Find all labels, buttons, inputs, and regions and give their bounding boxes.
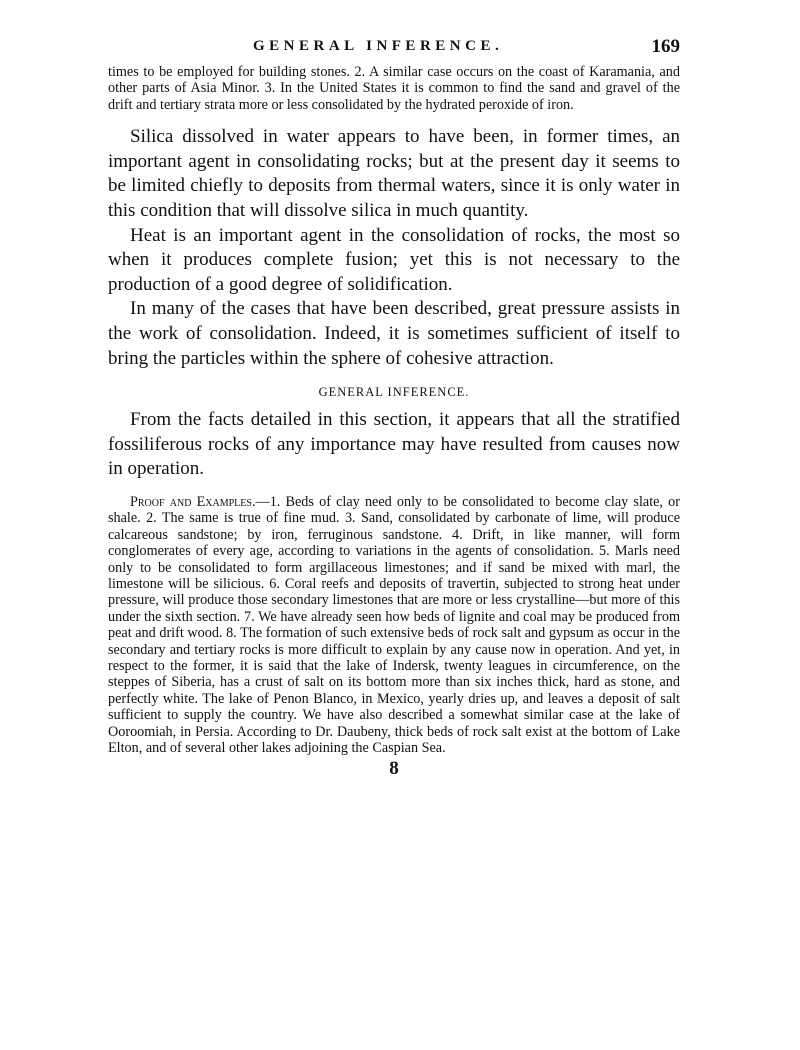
running-header — [108, 38, 680, 64]
inference-block — [108, 408, 680, 482]
inference-text: From the facts detailed in this section, it appears that all the stratified fossiliferous rocks of any importance may have resulted from causes now in operation. — [108, 409, 680, 480]
signature-mark: 8 — [389, 758, 399, 780]
section-heading: GENERAL INFERENCE. — [318, 385, 470, 400]
proof-block — [108, 494, 680, 757]
top-note — [108, 64, 680, 113]
top-note-text: times to be employed for building stones. 2. A similar case occurs on the coast of Karamania, and other parts of Asia Minor. 3. In the United States it is common to find the sand and gravel of the drift and tertiary strata more or less consolidated by the hydrated peroxide of iron. — [108, 64, 680, 113]
paragraph-pressure: In many of the cases that have been described, great pressure assists in the work of consolidation. Indeed, it is sometimes sufficient of itself to bring the particles within the sphere of cohesive attraction. — [108, 298, 680, 369]
proof-text: —1. Beds of clay need only to be consolidated to become clay slate, or shale. 2. The same is true of fine mud. 3. Sand, consolidated by carbonate of lime, will produce calcareous sandstone; by iron, ferruginous sandstone. 4. Drift, in like manner, will form conglomerates of every age, according to variations in the agents of consolidation. 5. Marls need only to be consolidated to form argillaceous limestones; and if sand be mixed with marl, the limestone will be silicious. 6. Coral reefs and deposits of travertin, subjected to strong heat under pressure, will produce those secondary limestones that are more or less crystalline—but more of this under the sixth section. 7. We have already seen how beds of lignite and coal may be produced from peat and drift wood. 8. The formation of such extensive beds of rock salt and gypsum as occur in the secondary and tertiary rocks is more difficult to explain by any cause now in operation. And yet, in respect to the former, it is said that the lake of Indersk, twenty leagues in circumference, on the steppes of Siberia, has a crust of salt on its bottom more than six inches thick, hard as stone, and perfectly white. The lake of Penon Blanco, in Mexico, yearly dries up, and leaves a deposit of salt sufficient to supply the country. We have also described a somewhat similar case at the lake of Ooroomiah, in Persia. According to Dr. Daubeny, thick beds of rock salt exist at the bottom of Lake Elton, and of several other lakes adjoining the Caspian Sea. — [108, 493, 680, 757]
book-page — [108, 38, 680, 780]
proof-paragraph — [108, 494, 680, 757]
paragraph-silica: Silica dissolved in water appears to have been, in former times, an important agent in consolidating rocks; but at the present day it seems to be limited chiefly to deposits from thermal waters, since it is only water in this condition that will dissolve silica in much quantity. — [108, 126, 680, 221]
paragraph-heat: Heat is an important agent in the consolidation of rocks, the most so when it produces complete fusion; yet this is not necessary to the production of a good degree of solidification. — [108, 224, 680, 295]
page-number: 169 — [651, 36, 680, 57]
proof-label: Proof and Examples. — [130, 493, 256, 510]
running-title: GENERAL INFERENCE. — [253, 38, 504, 54]
main-text — [108, 125, 680, 371]
